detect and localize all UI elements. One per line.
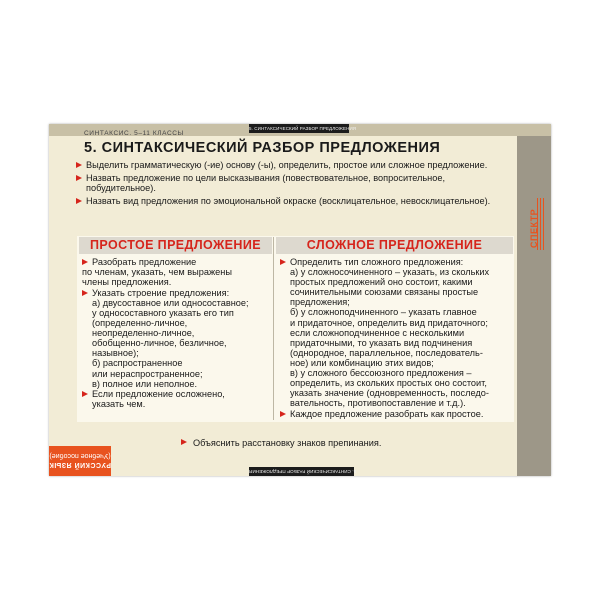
text-line: а) двусоставное или односоставное; <box>92 297 249 308</box>
text-line: придаточными, то указать вид подчинения <box>290 337 473 348</box>
complex-column <box>280 257 510 420</box>
intro-bullet: Назвать вид предложения по эмоциональной окраске (восклицательное, невосклицательное). <box>76 196 496 207</box>
text-line: (однородное, параллельное, последователь- <box>290 347 483 358</box>
text-line: определить, из скольких простых оно состоит, <box>290 378 487 389</box>
text-line: б) у сложноподчиненного – указать главное <box>290 307 477 318</box>
text-line: и придаточное, определить вид придаточного; <box>290 317 488 328</box>
intro-bullet: Выделить грамматическую (-ие) основу (-ы), определить, простое или сложное предложение. <box>76 160 496 171</box>
top-strip: 5. СИНТАКСИЧЕСКИЙ РАЗБОР ПРЕДЛОЖЕНИЯ <box>249 126 357 131</box>
poster <box>49 124 551 476</box>
text-line: у односоставного указать его тип <box>92 307 234 318</box>
text-line: Указать строение предложения: <box>92 287 230 298</box>
simple-bullet <box>82 257 270 287</box>
subject-label: СИНТАКСИС. 5–11 КЛАССЫ <box>84 130 184 137</box>
final-bullet: Объяснить расстановку знаков препинания. <box>181 438 381 448</box>
text-line: Если предложение осложнено, <box>92 389 225 400</box>
text-line: обобщенно-личное, безличное, <box>92 338 227 349</box>
text-line: а) у сложносочиненного – указать, из скольких <box>290 267 490 278</box>
text-line: (определенно-личное, <box>92 318 188 329</box>
simple-bullet <box>82 288 270 389</box>
text-line: в) у сложного бессоюзного предложения – <box>290 368 472 379</box>
text-line: вательность, противопоставление и т.д.). <box>290 398 466 409</box>
text-line: ное) или комбинацию этих видов; <box>290 357 434 368</box>
complex-heading: СЛОЖНОЕ ПРЕДЛОЖЕНИЕ <box>276 237 513 254</box>
text-line: указать значение (одновременность, последо- <box>290 388 489 399</box>
text-line: если сложноподчиненное с несколькими <box>290 327 465 338</box>
text-line: Определить тип сложного предложения: <box>290 257 464 267</box>
text-line: назывное); <box>92 348 139 359</box>
column-divider <box>273 237 274 420</box>
brand-text: СПЕКТР <box>529 208 539 248</box>
bottom-strip <box>249 467 357 476</box>
brand-logo <box>523 194 547 254</box>
text-line: простых предложений оно состоит, какими <box>290 277 473 288</box>
subject-badge <box>49 446 111 476</box>
simple-bullet <box>82 389 270 409</box>
badge-line: РУССКИЙ ЯЗЫК <box>49 461 111 468</box>
simple-column <box>82 257 270 410</box>
intro-bullets <box>76 160 496 209</box>
text-line: предложения; <box>290 297 350 308</box>
intro-bullet: Назвать предложение по цели высказывания (повествовательное, вопросительное, побудительное). <box>76 173 496 194</box>
complex-bullet: Каждое предложение разобрать как простое. <box>280 409 510 419</box>
text-line: по членам, указать, чем выражены <box>82 267 232 278</box>
text-line: в) полное или неполное. <box>92 378 198 389</box>
text-line: Разобрать предложение <box>92 257 197 267</box>
badge-line: (Учебное пособие) <box>49 452 111 459</box>
text-line: указать чем. <box>92 399 146 410</box>
side-band <box>517 136 551 476</box>
page-title: 5. СИНТАКСИЧЕСКИЙ РАЗБОР ПРЕДЛОЖЕНИЯ <box>84 140 441 156</box>
text-line: или нераспространенное; <box>92 368 203 379</box>
bottom-strip-text: 5. СИНТАКСИЧЕСКИЙ РАЗБОР ПРЕДЛОЖЕНИЯ <box>249 469 357 474</box>
text-line: б) распространенное <box>92 358 183 369</box>
simple-heading: ПРОСТОЕ ПРЕДЛОЖЕНИЕ <box>79 237 272 254</box>
text-line: сочинительными союзами связаны простые <box>290 287 479 298</box>
text-line: неопределенно-личное, <box>92 328 195 339</box>
complex-bullet <box>280 257 510 408</box>
text-line: члены предложения. <box>82 277 172 288</box>
